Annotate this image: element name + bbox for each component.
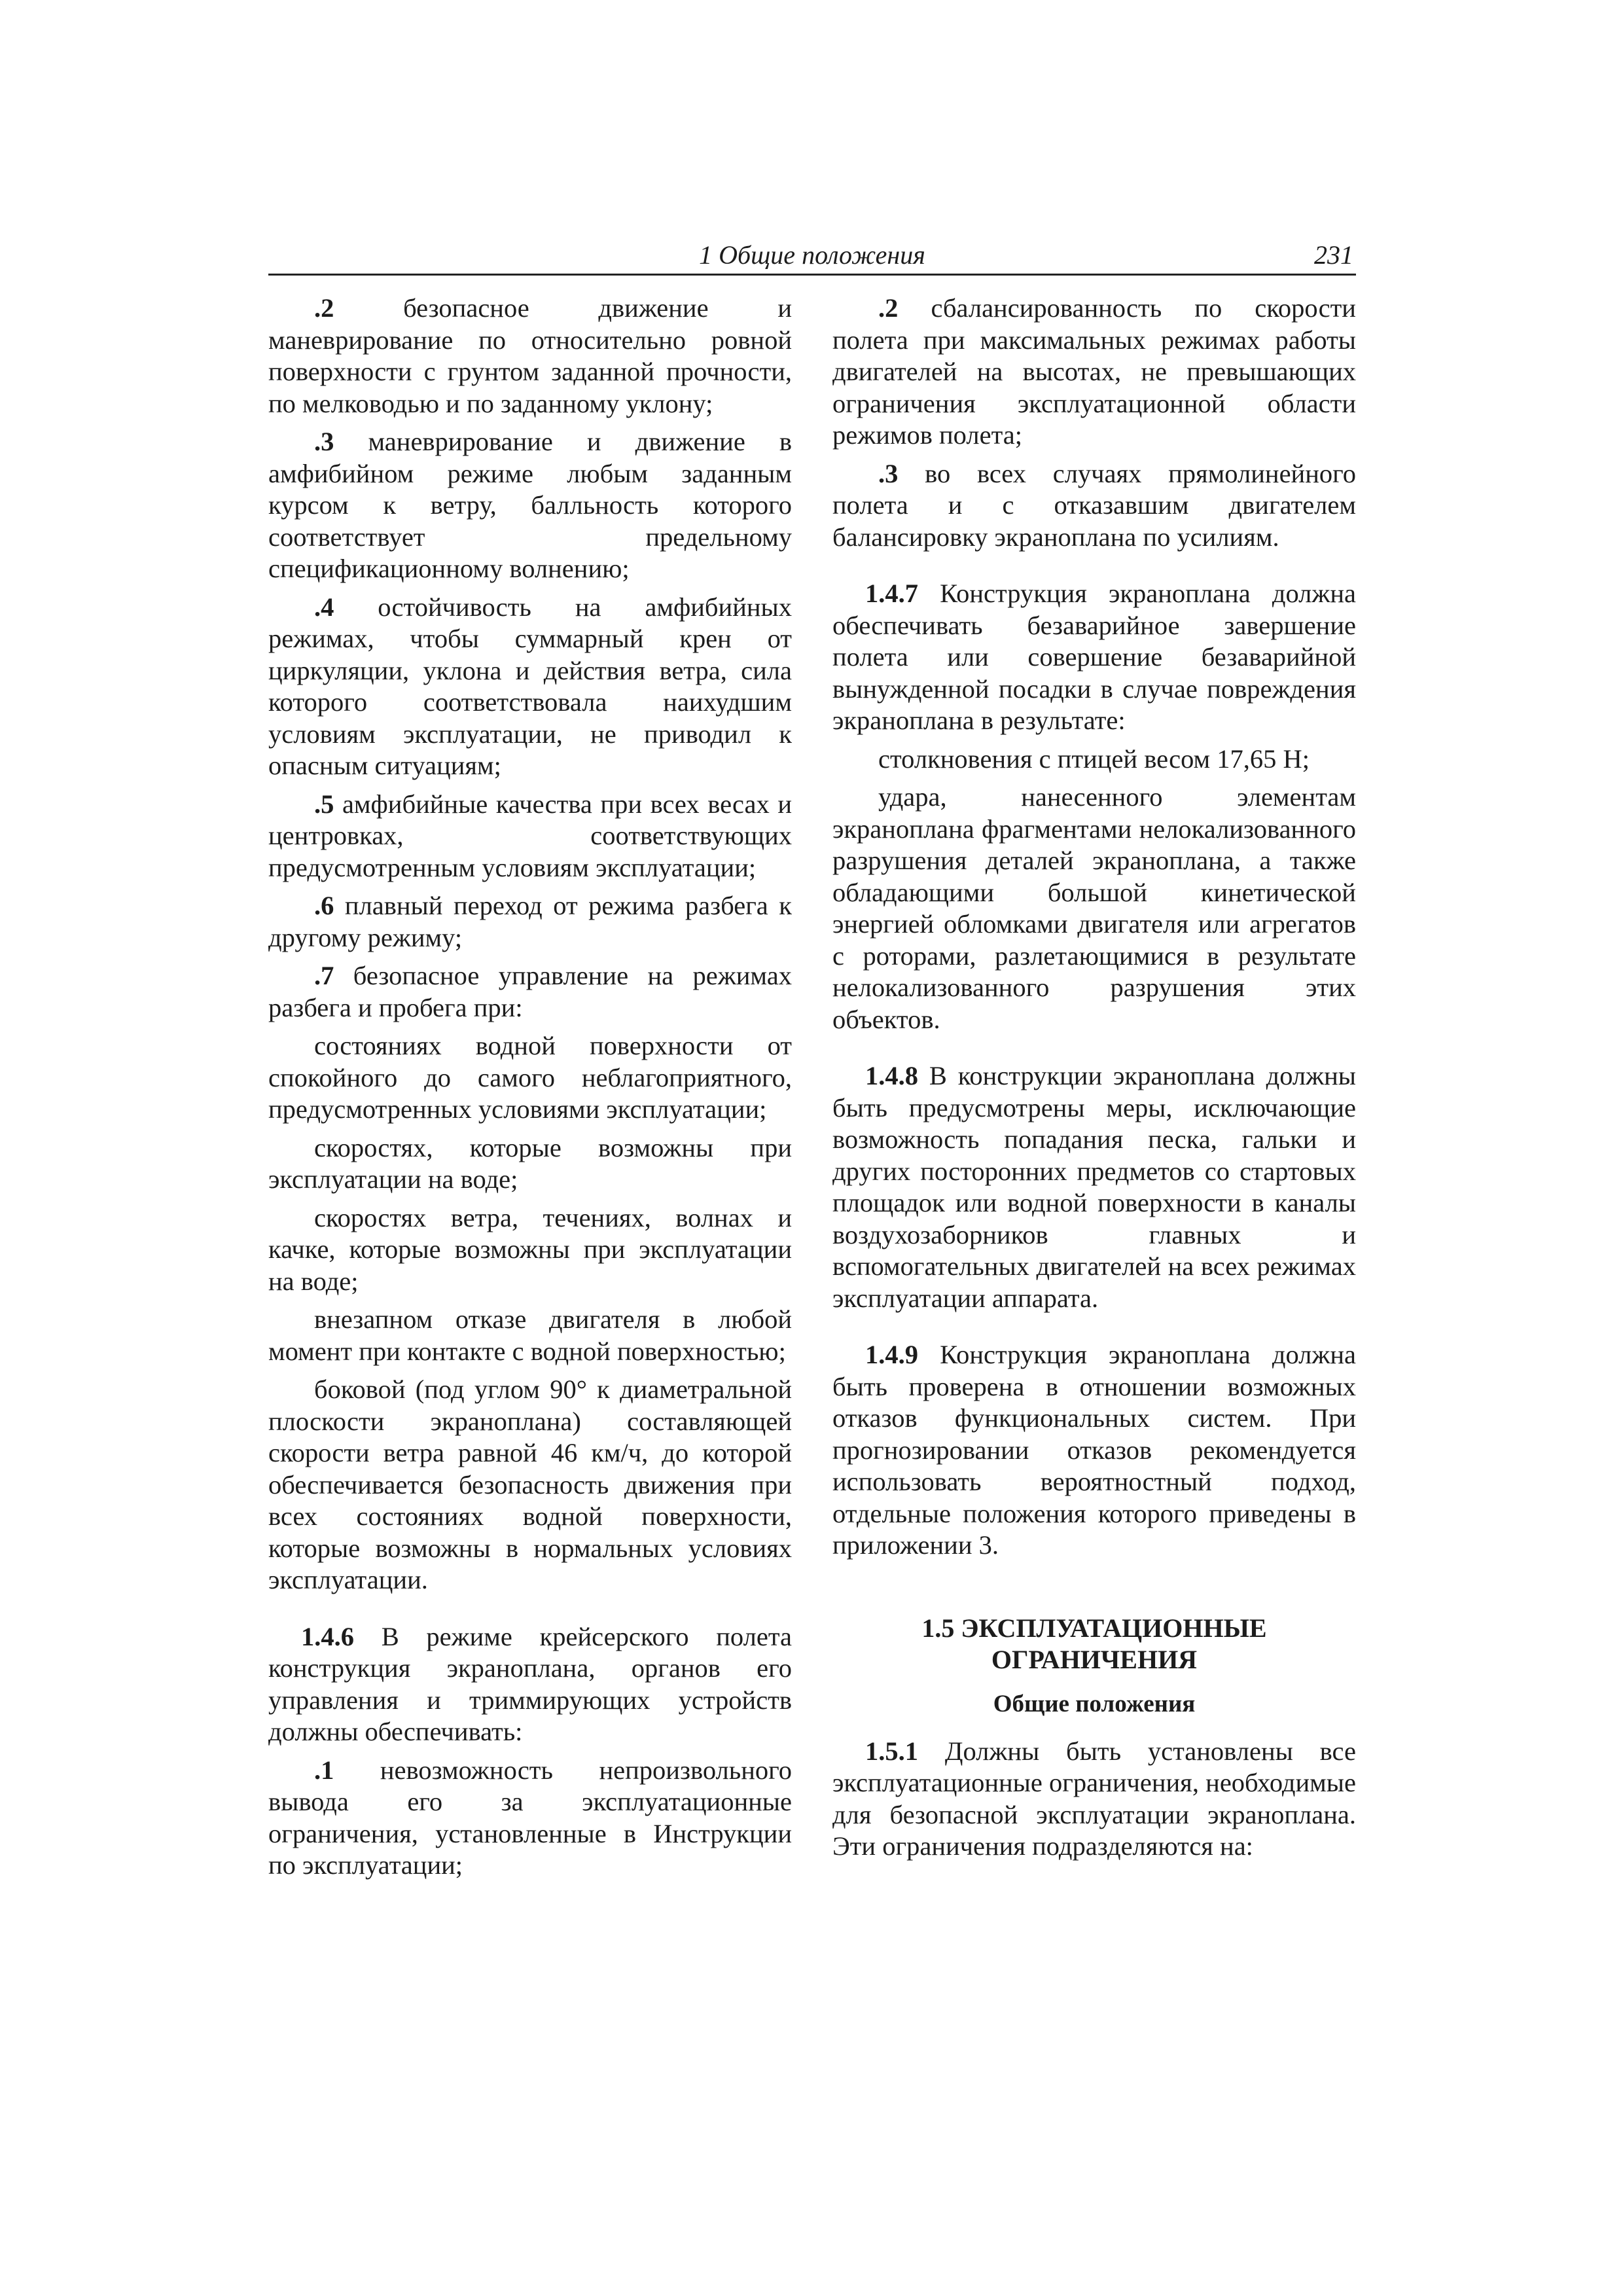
- paragraph-text: остойчивость на амфибийных режимах, чтобы суммарный крен от циркуляции, уклона и действия ветра, сила которого соответствовала наихудшим условиям эксплуатации, не приводил к опасным ситуациям;: [268, 592, 792, 780]
- paragraph-text: невозможность непроизвольного вывода его за эксплуатационные ограничения, установленные в Инструкции по эксплуатации;: [268, 1755, 792, 1880]
- paragraph-text: амфибийные качества при всех весах и центровках, соответствующих предусмотренным условиям эксплуатации;: [268, 789, 792, 882]
- paragraph: [832, 1060, 1356, 1314]
- right-column: [832, 293, 1356, 1869]
- paragraph-text: Конструкция экраноплана должна обеспечивать безаварийное завершение полета или совершение безаварийной вынужденной посадки в случае повреждения экраноплана в результате:: [832, 579, 1356, 735]
- paragraph-text: удара, нанесенного элементам экраноплана фрагментами нелокализованного разрушения деталей экраноплана, а также обладающими большой кинетической энергией обломками двигателя или агрегатов с роторами, разлетающимися в результате нелокализованного разрушения этих объектов.: [832, 782, 1356, 1034]
- item-marker: .1: [314, 1755, 334, 1785]
- item-marker: .5: [314, 789, 334, 819]
- paragraph-text: В конструкции экраноплана должны быть предусмотрены меры, исключающие возможность попадания песка, гальки и других посторонних предметов со стартовых площадок или водной поверхности в каналы воздухозаборников главных и вспомогательных двигателей на всех режимах эксплуатации аппарата.: [832, 1061, 1356, 1313]
- paragraph-text: скоростях ветра, течениях, волнах и качке, которые возможны при эксплуатации на воде;: [268, 1202, 792, 1296]
- paragraph: [832, 1736, 1356, 1863]
- paragraph-text: состояниях водной поверхности от спокойного до самого неблагоприятного, предусмотренных условиями эксплуатации;: [268, 1031, 792, 1124]
- paragraph-text: внезапном отказе двигателя в любой момент при контакте с водной поверхностью;: [268, 1304, 792, 1366]
- paragraph: [268, 592, 792, 782]
- item-marker: 1.4.8: [865, 1061, 918, 1090]
- left-column: [268, 293, 792, 1888]
- paragraph: [832, 578, 1356, 737]
- item-marker: .7: [314, 961, 334, 990]
- paragraph: [268, 1374, 792, 1596]
- paragraph-text: Должны быть установлены все эксплуатационные ограничения, необходимые для безопасной эксплуатации экраноплана. Эти ограничения подразделяются на:: [832, 1736, 1356, 1861]
- item-marker: 1.4.9: [865, 1340, 918, 1369]
- item-marker: 1.4.7: [865, 579, 918, 608]
- paragraph: [268, 890, 792, 954]
- item-marker: .3: [314, 427, 334, 456]
- item-marker: 1.4.6: [301, 1621, 354, 1651]
- paragraph-text: безопасное управление на режимах разбега и пробега при:: [268, 961, 792, 1022]
- paragraph: [268, 1621, 792, 1748]
- paragraph: [832, 744, 1356, 776]
- paragraph: [832, 458, 1356, 554]
- item-marker: 1.5.1: [865, 1736, 918, 1766]
- paragraph: [268, 1030, 792, 1126]
- page-number: 231: [1314, 240, 1353, 270]
- item-marker: .6: [314, 891, 334, 920]
- paragraph-text: скоростях, которые возможны при эксплуатации на воде;: [268, 1132, 792, 1194]
- paragraph-text: плавный переход от режима разбега к другому режиму;: [268, 891, 792, 952]
- item-marker: .3: [878, 458, 899, 488]
- paragraph: [268, 1755, 792, 1882]
- paragraph: [268, 1132, 792, 1196]
- paragraph: [832, 1339, 1356, 1562]
- paragraph: [832, 293, 1356, 452]
- paragraph-text: В режиме крейсерского полета конструкция экраноплана, органов его управления и триммирующих устройств должны обеспечивать:: [268, 1621, 792, 1746]
- paragraph: [832, 781, 1356, 1035]
- item-marker: .2: [314, 293, 334, 323]
- paragraph-text: маневрирование и движение в амфибийном режиме любым заданным курсом к ветру, балльность которого соответствует предельному спецификационному волнению;: [268, 427, 792, 583]
- paragraph: [268, 293, 792, 420]
- running-header: [268, 237, 1356, 276]
- paragraph: [268, 1202, 792, 1298]
- paragraph: [268, 1304, 792, 1367]
- subsection-heading: Общие положения: [993, 1690, 1196, 1717]
- paragraph-text: во всех случаях прямолинейного полета и с отказавшим двигателем балансировку экраноплана по усилиям.: [832, 458, 1356, 552]
- item-marker: .2: [878, 293, 899, 323]
- running-title: 1 Общие положения: [699, 240, 925, 270]
- paragraph: [268, 789, 792, 884]
- paragraph: [268, 960, 792, 1024]
- paragraph-text: столкновения с птицей весом 17,65 Н;: [878, 744, 1310, 774]
- paragraph-text: сбалансированность по скорости полета при максимальных режимах работы двигателей на высотах, не превышающих ограничения эксплуатационной области режимов полета;: [832, 293, 1356, 450]
- paragraph-text: боковой (под углом 90° к диаметральной плоскости экраноплана) составляющей скорости ветра равной 46 км/ч, до которой обеспечивается безопасность движения при всех состояниях водной поверхности, которые возможны в нормальных условиях эксплуатации.: [268, 1374, 792, 1594]
- item-marker: .4: [314, 592, 334, 622]
- section-heading: 1.5 ЭКСПЛУАТАЦИОННЫЕ ОГРАНИЧЕНИЯ: [921, 1613, 1267, 1674]
- paragraph-text: Конструкция экраноплана должна быть проверена в отношении возможных отказов функциональных систем. При прогнозировании отказов рекомендуется использовать вероятностный подход, отдельные положения которого приведены в приложении 3.: [832, 1340, 1356, 1560]
- paragraph-text: безопасное движение и маневрирование по относительно ровной поверхности с грунтом заданной прочности, по мелководью и по заданному уклону;: [268, 293, 792, 418]
- paragraph: [268, 426, 792, 585]
